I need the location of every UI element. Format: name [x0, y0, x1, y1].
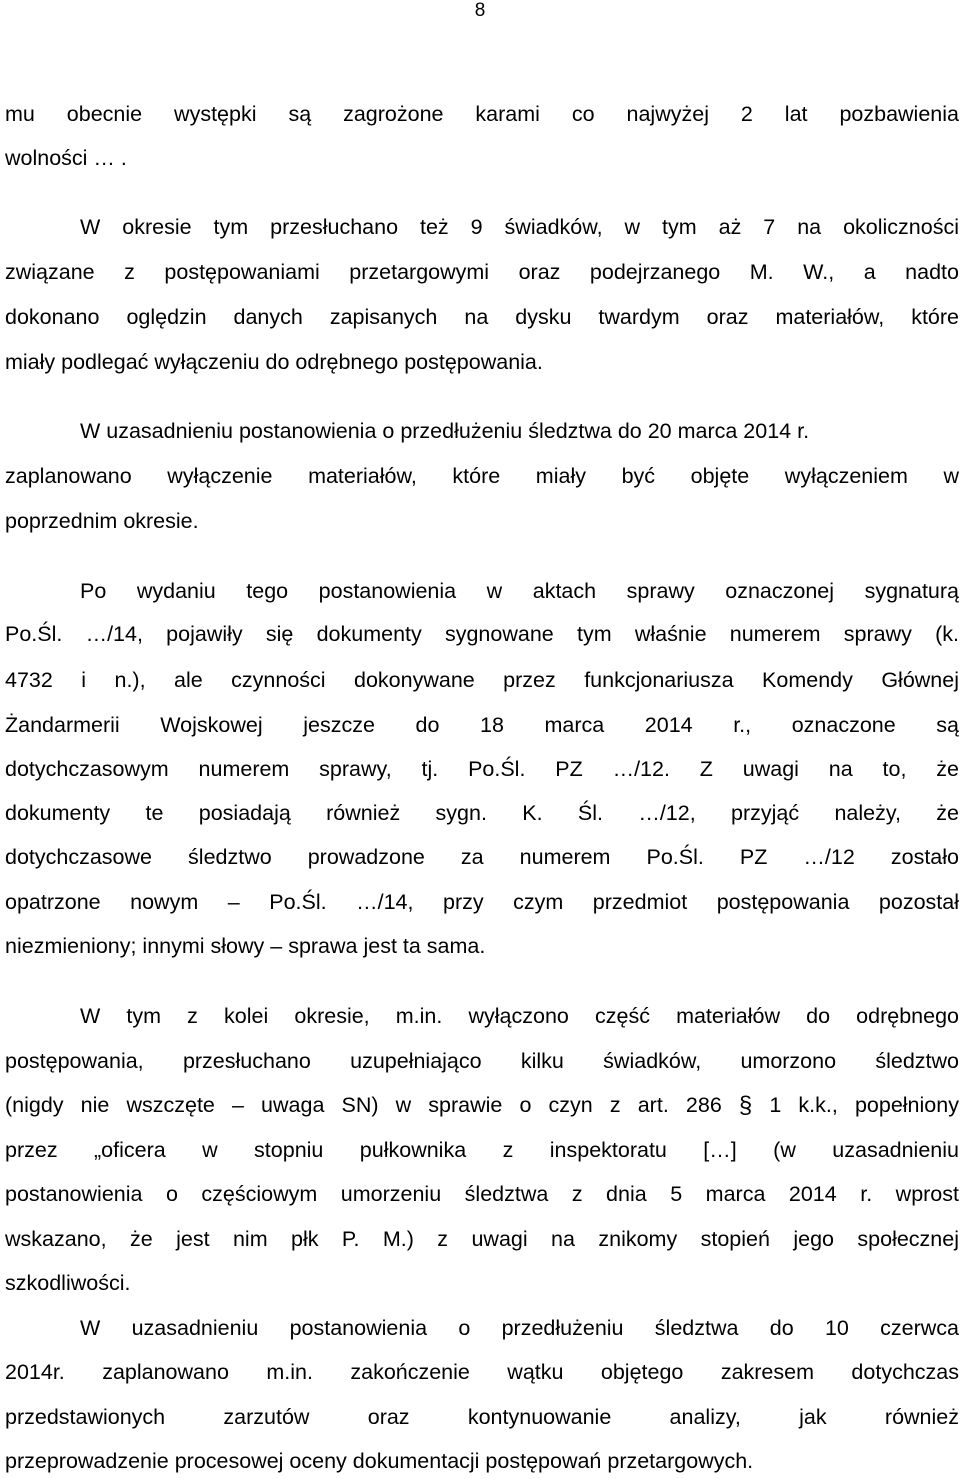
text-line: W okresie tym przesłuchano też 9 świadków, w tym aż 7 na okoliczności	[80, 215, 959, 239]
text-line: postanowienia o częściowym umorzeniu śledztwa z dnia 5 marca 2014 r. wprost	[5, 1182, 959, 1206]
text-fragment: (nigdy nie wszczęte – uwaga SN) w sprawie o czyn z art. 286	[5, 1093, 722, 1117]
text-line: W uzasadnieniu postanowienia o przedłużeniu śledztwa do 20 marca 2014 r.	[80, 419, 810, 443]
text-line: miały podlegać wyłączeniu do odrębnego postępowania.	[5, 350, 543, 374]
text-line: mu obecnie występki są zagrożone karami co najwyżej 2 lat pozbawienia	[5, 102, 959, 126]
text-line: dotychczasowe śledztwo prowadzone za numerem Po.Śl. PZ …/12 zostało	[5, 845, 959, 869]
text-line: przedstawionych zarzutów oraz kontynuowanie analizy, jak również	[5, 1405, 959, 1429]
text-line: 4732 i n.), ale czynności dokonywane przez funkcjonariusza Komendy Głównej	[5, 668, 959, 692]
text-line: wolności … .	[5, 146, 127, 170]
text-line: postępowania, przesłuchano uzupełniająco kilku świadków, umorzono śledztwo	[5, 1049, 959, 1073]
text-line: opatrzone nowym – Po.Śl. …/14, przy czym przedmiot postępowania pozostał	[5, 890, 959, 914]
text-line: W tym z kolei okresie, m.in. wyłączono część materiałów do odrębnego	[80, 1004, 959, 1028]
text-line-with-section-sign	[5, 1091, 959, 1119]
text-line: zaplanowano wyłączenie materiałów, które miały być objęte wyłączeniem w	[5, 464, 959, 488]
page-number: 8	[474, 0, 486, 21]
text-line: szkodliwości.	[5, 1271, 131, 1295]
text-fragment: 1 k.k., popełniony	[769, 1093, 959, 1117]
text-line: wskazano, że jest nim płk P. M.) z uwagi na znikomy stopień jego społecznej	[5, 1227, 959, 1251]
text-line: niezmieniony; innymi słowy – sprawa jest ta sama.	[5, 934, 486, 958]
section-sign: §	[738, 1092, 753, 1119]
text-line: związane z postępowaniami przetargowymi oraz podejrzanego M. W., a nadto	[5, 260, 959, 284]
text-line: Żandarmerii Wojskowej jeszcze do 18 marca 2014 r., oznaczone są	[5, 713, 959, 737]
text-line: W uzasadnieniu postanowienia o przedłużeniu śledztwa do 10 czerwca	[80, 1316, 959, 1340]
text-line: Po wydaniu tego postanowienia w aktach sprawy oznaczonej sygnaturą	[80, 579, 959, 603]
text-line: dokumenty te posiadają również sygn. K. Śl. …/12, przyjąć należy, że	[5, 801, 959, 825]
text-line: przez „oficera w stopniu pułkownika z inspektoratu […] (w uzasadnieniu	[5, 1138, 959, 1162]
text-line: dokonano oględzin danych zapisanych na dysku twardym oraz materiałów, które	[5, 305, 959, 329]
text-line: przeprowadzenie procesowej oceny dokumentacji postępowań przetargowych.	[5, 1449, 754, 1473]
text-line: poprzednim okresie.	[5, 509, 199, 533]
text-line: dotychczasowym numerem sprawy, tj. Po.Śl. PZ …/12. Z uwagi na to, że	[5, 757, 959, 781]
text-line: 2014r. zaplanowano m.in. zakończenie wątku objętego zakresem dotychczas	[5, 1360, 959, 1384]
text-line: Po.Śl. …/14, pojawiły się dokumenty sygnowane tym właśnie numerem sprawy (k.	[5, 622, 959, 646]
